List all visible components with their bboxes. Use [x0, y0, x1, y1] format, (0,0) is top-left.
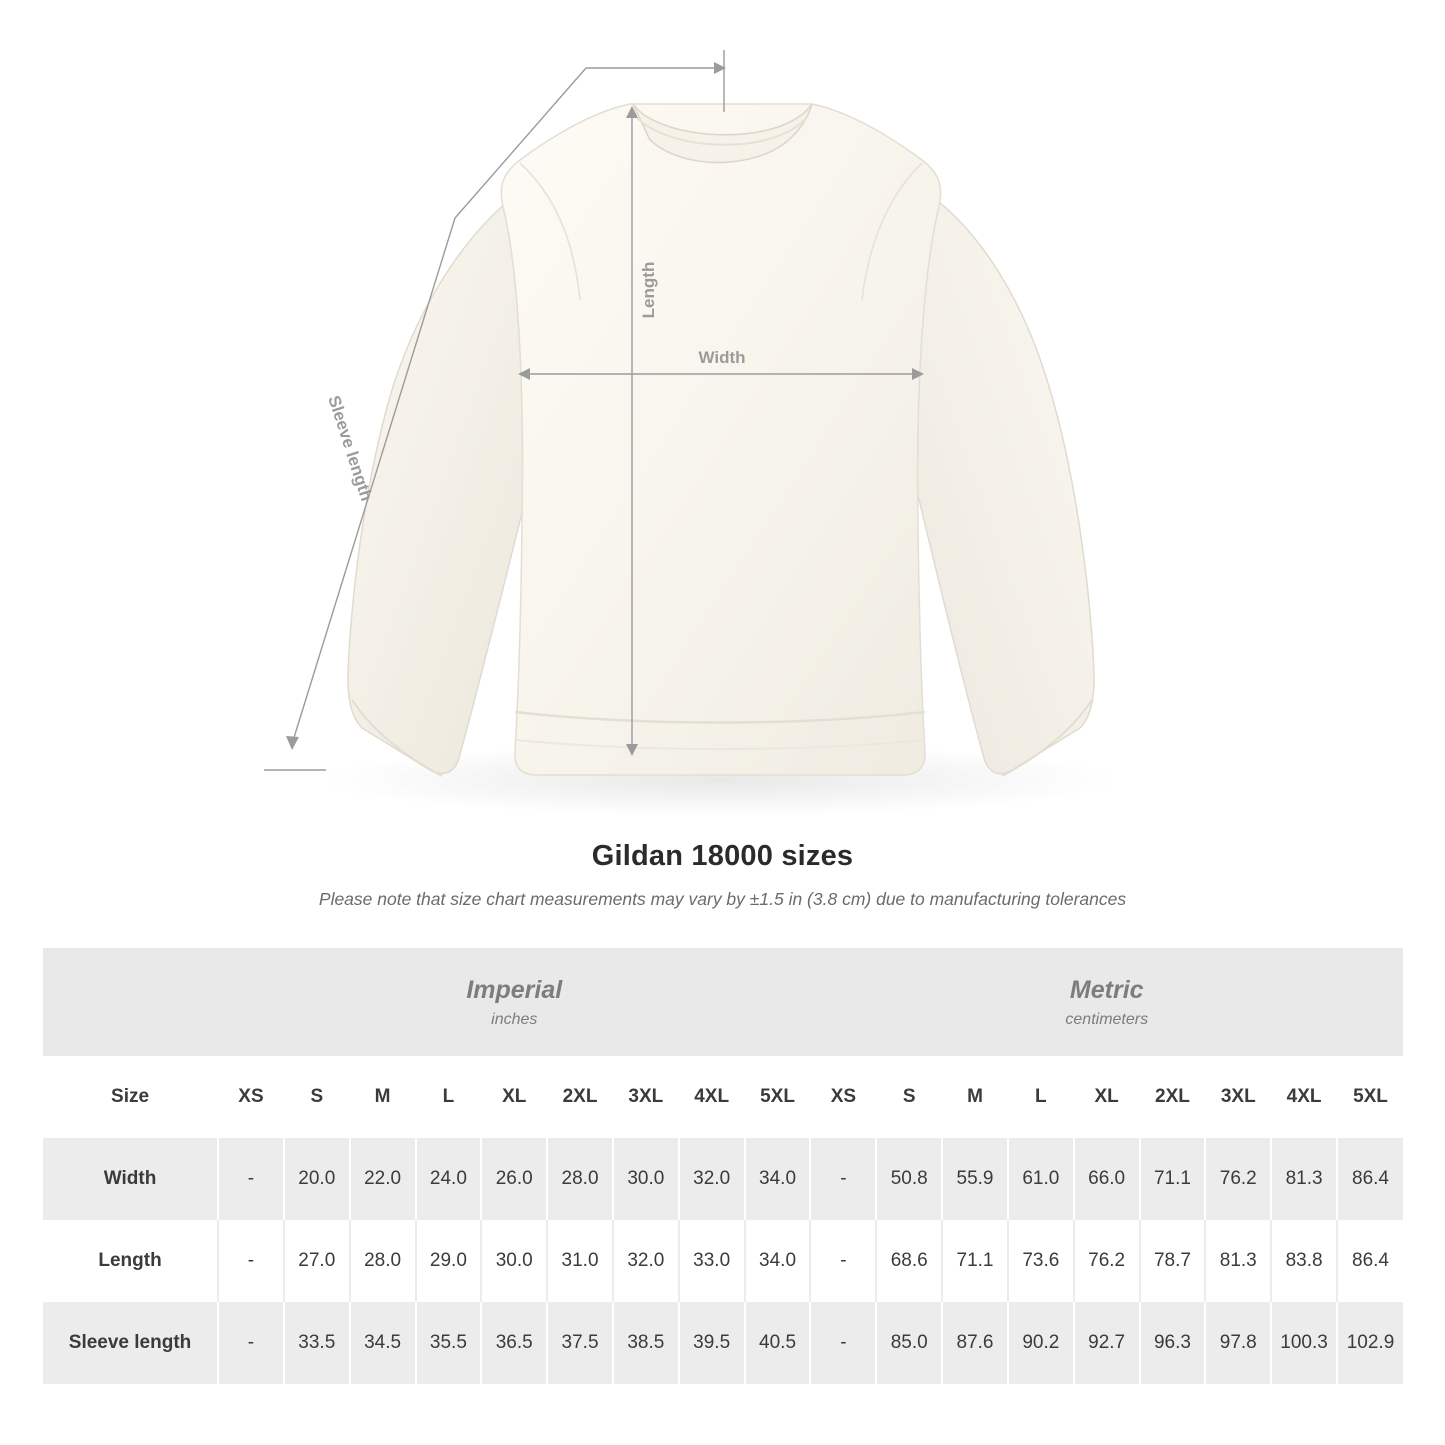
cell-width-metric-7: 81.3 — [1271, 1138, 1337, 1220]
cell-width-imperial-2: 22.0 — [350, 1138, 416, 1220]
row-label-length: Length — [43, 1220, 218, 1302]
row-label-sleeve-length: Sleeve length — [43, 1302, 218, 1384]
cell-sleeve-metric-8: 102.9 — [1337, 1302, 1403, 1384]
row-label-width: Width — [43, 1138, 218, 1220]
size-header-imperial-7: 4XL — [679, 1056, 745, 1138]
unit-header-row — [43, 948, 1403, 1056]
cell-width-imperial-6: 30.0 — [613, 1138, 679, 1220]
size-header-metric-7: 4XL — [1271, 1056, 1337, 1138]
cell-sleeve-metric-6: 97.8 — [1205, 1302, 1271, 1384]
cell-width-metric-6: 76.2 — [1205, 1138, 1271, 1220]
cell-length-imperial-8: 34.0 — [745, 1220, 811, 1302]
cell-width-imperial-5: 28.0 — [547, 1138, 613, 1220]
cell-width-metric-5: 71.1 — [1140, 1138, 1206, 1220]
cell-width-imperial-4: 26.0 — [481, 1138, 547, 1220]
cell-width-imperial-8: 34.0 — [745, 1138, 811, 1220]
size-header-metric-4: XL — [1074, 1056, 1140, 1138]
size-header-imperial-3: L — [416, 1056, 482, 1138]
cell-width-imperial-0: - — [218, 1138, 284, 1220]
cell-sleeve-imperial-6: 38.5 — [613, 1302, 679, 1384]
cell-sleeve-imperial-8: 40.5 — [745, 1302, 811, 1384]
body — [501, 104, 940, 775]
cell-length-metric-3: 73.6 — [1008, 1220, 1074, 1302]
cell-length-metric-2: 71.1 — [942, 1220, 1008, 1302]
size-header-metric-1: S — [876, 1056, 942, 1138]
cell-width-metric-0: - — [810, 1138, 876, 1220]
size-header-imperial-1: S — [284, 1056, 350, 1138]
cell-length-metric-5: 78.7 — [1140, 1220, 1206, 1302]
metric-subtitle: centimeters — [1065, 1010, 1149, 1028]
cell-sleeve-imperial-5: 37.5 — [547, 1302, 613, 1384]
size-header-metric-0: XS — [810, 1056, 876, 1138]
cell-length-imperial-4: 30.0 — [481, 1220, 547, 1302]
size-header-row — [43, 1056, 1403, 1138]
cell-length-imperial-0: - — [218, 1220, 284, 1302]
cell-sleeve-metric-7: 100.3 — [1271, 1302, 1337, 1384]
title-block — [0, 840, 1445, 910]
table-row — [43, 1302, 1403, 1384]
page-title: Gildan 18000 sizes — [591, 840, 854, 872]
size-header-metric-5: 2XL — [1140, 1056, 1206, 1138]
metric-header-cell — [810, 948, 1403, 1056]
table-row — [43, 1138, 1403, 1220]
size-header-imperial-6: 3XL — [613, 1056, 679, 1138]
size-header-imperial-2: M — [350, 1056, 416, 1138]
cell-length-metric-1: 68.6 — [876, 1220, 942, 1302]
cell-width-imperial-7: 32.0 — [679, 1138, 745, 1220]
size-header-imperial-8: 5XL — [745, 1056, 811, 1138]
cell-sleeve-imperial-1: 33.5 — [284, 1302, 350, 1384]
cell-sleeve-imperial-7: 39.5 — [679, 1302, 745, 1384]
cell-length-imperial-1: 27.0 — [284, 1220, 350, 1302]
cell-length-imperial-3: 29.0 — [416, 1220, 482, 1302]
cell-sleeve-imperial-2: 34.5 — [350, 1302, 416, 1384]
imperial-title: Imperial — [466, 976, 563, 1005]
size-header-metric-8: 5XL — [1337, 1056, 1403, 1138]
metric-title: Metric — [1069, 976, 1144, 1005]
unit-header-spacer — [43, 948, 218, 1056]
cell-sleeve-imperial-3: 35.5 — [416, 1302, 482, 1384]
cell-width-metric-1: 50.8 — [876, 1138, 942, 1220]
size-table-wrapper — [43, 948, 1403, 1384]
cell-length-metric-7: 83.8 — [1271, 1220, 1337, 1302]
cell-length-metric-8: 86.4 — [1337, 1220, 1403, 1302]
cell-length-imperial-2: 28.0 — [350, 1220, 416, 1302]
cell-width-metric-8: 86.4 — [1337, 1138, 1403, 1220]
size-header-metric-2: M — [942, 1056, 1008, 1138]
size-header-imperial-4: XL — [481, 1056, 547, 1138]
cell-width-metric-2: 55.9 — [942, 1138, 1008, 1220]
sleeve-arrow-bottom — [286, 736, 299, 750]
cell-width-imperial-3: 24.0 — [416, 1138, 482, 1220]
cell-sleeve-metric-4: 92.7 — [1074, 1302, 1140, 1384]
cell-sleeve-imperial-4: 36.5 — [481, 1302, 547, 1384]
size-header-metric-6: 3XL — [1205, 1056, 1271, 1138]
cell-length-imperial-6: 32.0 — [613, 1220, 679, 1302]
size-table — [43, 948, 1403, 1384]
cell-length-imperial-5: 31.0 — [547, 1220, 613, 1302]
table-row — [43, 1220, 1403, 1302]
cell-sleeve-metric-1: 85.0 — [876, 1302, 942, 1384]
cell-sleeve-imperial-0: - — [218, 1302, 284, 1384]
cell-sleeve-metric-3: 90.2 — [1008, 1302, 1074, 1384]
size-header-imperial-0: XS — [218, 1056, 284, 1138]
cell-length-metric-6: 81.3 — [1205, 1220, 1271, 1302]
length-label: Length — [639, 261, 658, 319]
size-header-metric-3: L — [1008, 1056, 1074, 1138]
cell-width-imperial-1: 20.0 — [284, 1138, 350, 1220]
cell-length-imperial-7: 33.0 — [679, 1220, 745, 1302]
imperial-header-cell — [218, 948, 810, 1056]
imperial-subtitle: inches — [491, 1010, 538, 1028]
sleeve-length-label: Sleeve length — [324, 393, 377, 504]
tolerance-note: Please note that size chart measurements may vary by ±1.5 in (3.8 cm) due to manufacturing tolerances — [318, 889, 1127, 909]
cell-sleeve-metric-0: - — [810, 1302, 876, 1384]
size-header-label: Size — [43, 1056, 218, 1138]
cell-length-metric-0: - — [810, 1220, 876, 1302]
cell-sleeve-metric-2: 87.6 — [942, 1302, 1008, 1384]
cell-sleeve-metric-5: 96.3 — [1140, 1302, 1206, 1384]
cell-width-metric-4: 66.0 — [1074, 1138, 1140, 1220]
size-header-imperial-5: 2XL — [547, 1056, 613, 1138]
width-label: Width — [698, 348, 746, 367]
cell-length-metric-4: 76.2 — [1074, 1220, 1140, 1302]
cell-width-metric-3: 61.0 — [1008, 1138, 1074, 1220]
